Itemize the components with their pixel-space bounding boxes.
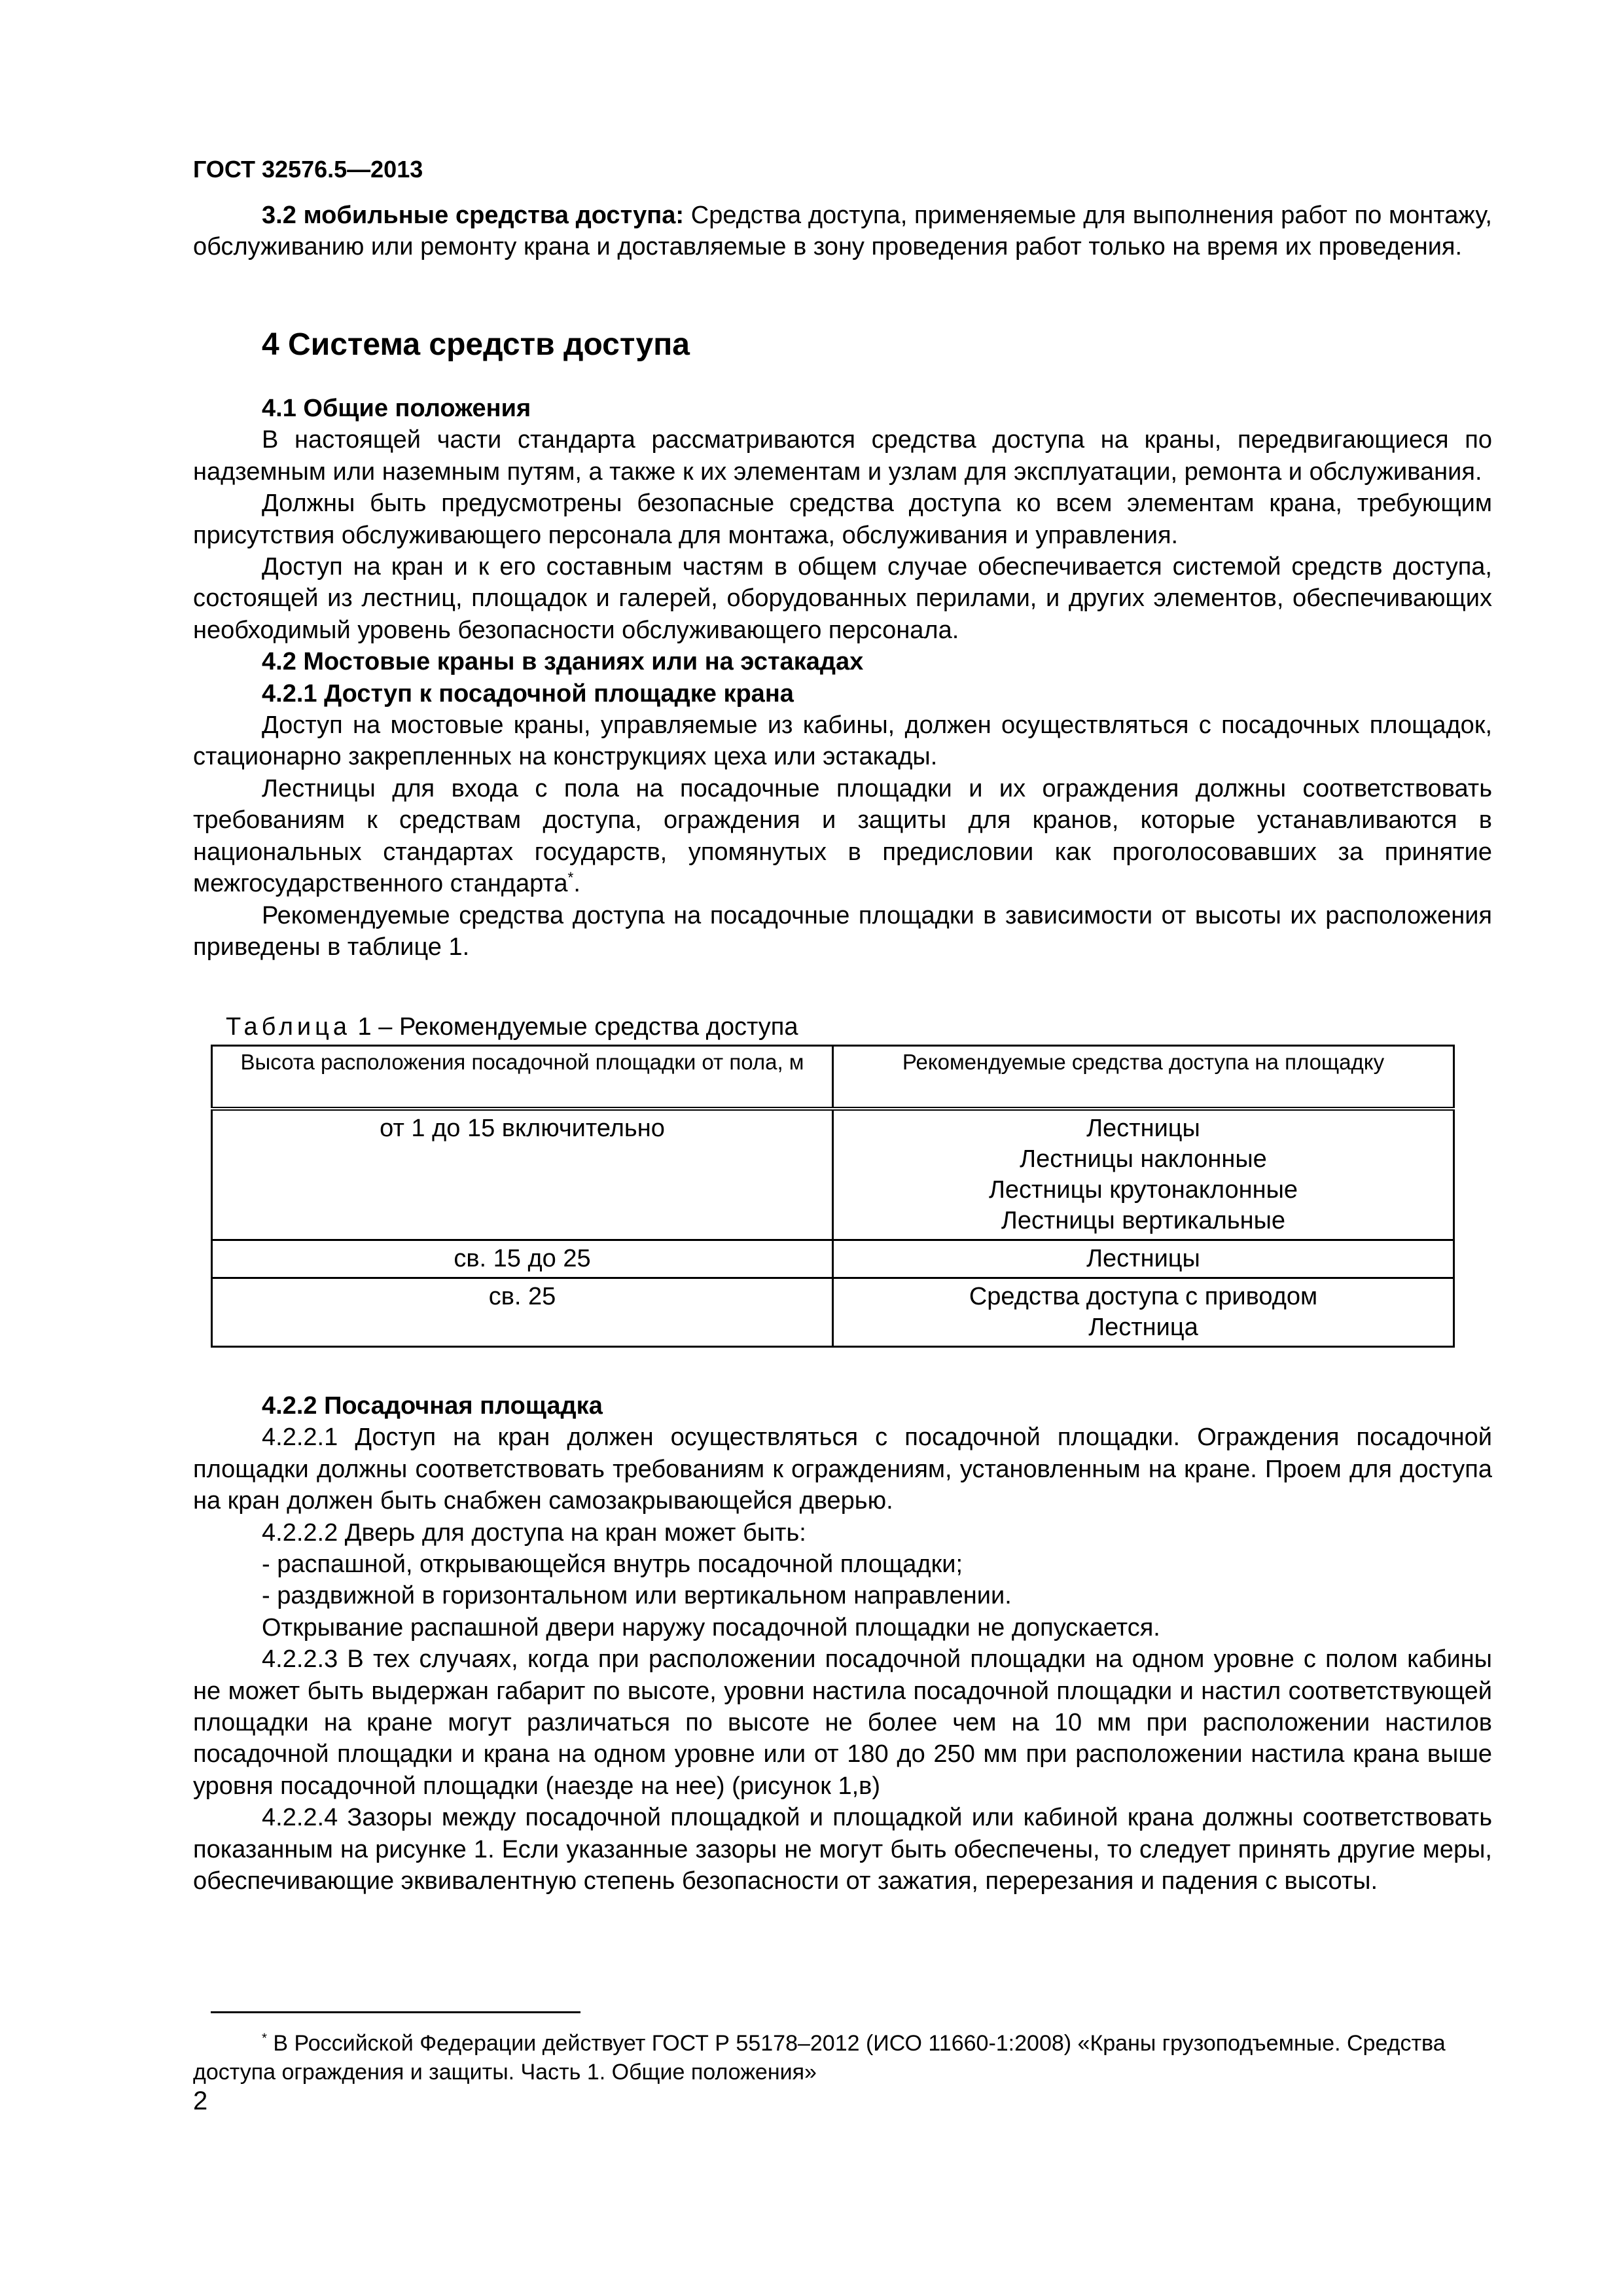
means-item: Лестницы xyxy=(1086,1115,1200,1142)
paragraph-4-2-1-a: Доступ на мостовые краны, управляемые из кабины, должен осуществляться с посадочных площадок, стационарно закрепленных на конструкциях цеха или эстакады. xyxy=(193,711,1492,771)
section-4-1-heading-text: 4.1 Общие положения xyxy=(262,395,531,422)
section-3-2 xyxy=(193,200,1492,263)
means-item: Лестница xyxy=(1088,1314,1198,1341)
footnote-text xyxy=(193,2029,1492,2087)
paragraph-4-1-c: Доступ на кран и к его составным частям в общем случае обеспечивается системой средств доступа, состоящей из лестниц, площадок и галерей, оборудованных перилами, и других элементов, обеспечивающих необходимый уровень безопасности обслуживающего персонала. xyxy=(193,553,1492,644)
paragraph-4-2-1-b xyxy=(193,773,1492,900)
list-item: - раздвижной в горизонтальном или вертикальном направлении. xyxy=(262,1582,1012,1610)
definition-3-2: Средства доступа, применяемые для выполнения работ по монтажу, обслуживанию или ремонту крана и доставляемые в зону проведения работ только на время их проведения. xyxy=(193,202,1492,261)
term-3-2: 3.2 мобильные средства доступа: xyxy=(262,202,684,229)
paragraph-4-1-a: В настоящей части стандарта рассматриваются средства доступа на краны, передвигающиеся по надземным или наземным путям, а также к их элементам и узлам для эксплуатации, ремонта и обслуживания. xyxy=(193,426,1492,486)
paragraph-4-2-2-3: 4.2.2.3 В тех случаях, когда при расположении посадочной площадки на одном уровне с полом кабины не может быть выдержан габарит по высоте, уровни настила посадочной площадки и настил соответствующей площадки на кране могут различаться по высоте не более чем на 10 мм при расположении настилов посадочной площадки и крана на одном уровне или от 180 до 250 мм при расположении настила крана выше уровня посадочной площадки (наезде на нее) (рисунок 1,в) xyxy=(193,1645,1492,1800)
means-item: Лестницы xyxy=(1086,1245,1200,1272)
table-cell-means xyxy=(833,1278,1454,1347)
table-cell-height: св. 25 xyxy=(212,1278,833,1347)
list-item: - распашной, открывающейся внутрь посадочной площадки; xyxy=(262,1551,963,1579)
table-cell-height: св. 15 до 25 xyxy=(212,1240,833,1278)
section-4-body xyxy=(193,393,1492,963)
paragraph-4-2-1-b-text: Лестницы для входа с пола на посадочные площадки и их ограждения должны соответствовать требованиям к средствам доступа, ограждения и защиты для кранов, которые устанавливаются в национальных стандартах государств, упомянутых в предисловии как проголосовавших за принятие межгосударственного стандарта xyxy=(193,774,1492,898)
footnote-mark: * xyxy=(262,2031,267,2046)
table-1 xyxy=(211,1045,1455,1348)
paragraph-4-2-2-1: 4.2.2.1 Доступ на кран должен осуществляться с посадочной площадки. Ограждения посадочной площадки должны соответствовать требованиям к ограждениям, установленным на кране. Проем для доступа на кран должен быть снабжен самозакрывающейся дверью. xyxy=(193,1424,1492,1515)
clause-3-2 xyxy=(193,200,1492,263)
table-row xyxy=(212,1109,1454,1240)
table-row xyxy=(212,1240,1454,1278)
means-item: Лестницы наклонные xyxy=(1020,1145,1267,1173)
table-header-height: Высота расположения посадочной площадки от пола, м xyxy=(212,1046,833,1109)
table-1-caption xyxy=(226,1013,798,1041)
table-1-caption-word: Таблица xyxy=(226,1013,351,1041)
table-cell-means xyxy=(833,1109,1454,1240)
section-4-2-1-heading xyxy=(193,678,1492,709)
table-row xyxy=(212,1278,1454,1347)
footnote-body: В Российской Федерации действует ГОСТ Р 55178–2012 (ИСО 11660-1:2008) «Краны грузоподъемные. Средства доступа ограждения и защиты. Часть 1. Общие положения» xyxy=(193,2031,1446,2085)
paragraph-4-2-2-2: 4.2.2.2 Дверь для доступа на кран может быть: xyxy=(262,1518,806,1547)
page-number: 2 xyxy=(193,2087,208,2115)
footnote-separator xyxy=(211,2011,580,2013)
section-4-2-2-heading-text: 4.2.2 Посадочная площадка xyxy=(262,1392,603,1420)
section-4-2-heading-text: 4.2 Мостовые краны в зданиях или на эстакадах xyxy=(262,648,864,676)
table-1-caption-title: 1 – Рекомендуемые средства доступа xyxy=(351,1013,798,1041)
section-4-1-heading xyxy=(193,393,1492,424)
section-4-2-heading xyxy=(193,646,1492,677)
footnote xyxy=(193,2029,1492,2087)
means-item: Средства доступа с приводом xyxy=(969,1283,1318,1310)
means-item: Лестницы вертикальные xyxy=(1001,1207,1286,1234)
table-header-row xyxy=(212,1046,1454,1109)
table-header-means: Рекомендуемые средства доступа на площадку xyxy=(833,1046,1454,1109)
table-cell-means xyxy=(833,1240,1454,1278)
section-4-2-2 xyxy=(193,1390,1492,1897)
section-4-heading: 4 Система средств доступа xyxy=(262,327,690,362)
paragraph-4-2-1-c: Рекомендуемые средства доступа на посадочные площадки в зависимости от высоты их расположения приведены в таблице 1. xyxy=(193,901,1492,961)
means-item: Лестницы крутонаклонные xyxy=(988,1176,1298,1204)
paragraph-4-2-2-4: 4.2.2.4 Зазоры между посадочной площадкой и площадкой или кабиной крана должны соответствовать показанным на рисунке 1. Если указанные зазоры не могут быть обеспечены, то следует принять другие меры, обеспечивающие эквивалентную степень безопасности от зажатия, перерезания и падения с высоты. xyxy=(193,1804,1492,1895)
paragraph-4-1-b: Должны быть предусмотрены безопасные средства доступа ко всем элементам крана, требующим присутствия обслуживающего персонала для монтажа, обслуживания и управления. xyxy=(193,490,1492,549)
table-cell-height: от 1 до 15 включительно xyxy=(212,1109,833,1240)
document-header: ГОСТ 32576.5—2013 xyxy=(193,156,423,183)
section-4-2-2-heading xyxy=(193,1390,1492,1422)
section-4-2-1-heading-text: 4.2.1 Доступ к посадочной площадке крана xyxy=(262,679,794,708)
paragraph-4-2-2-2-note: Открывание распашной двери наружу посадочной площадки не допускается. xyxy=(262,1613,1160,1641)
section-4 xyxy=(193,325,1492,365)
footnote-reference[interactable]: * xyxy=(567,869,574,886)
paragraph-4-2-1-b-end: . xyxy=(573,870,580,898)
